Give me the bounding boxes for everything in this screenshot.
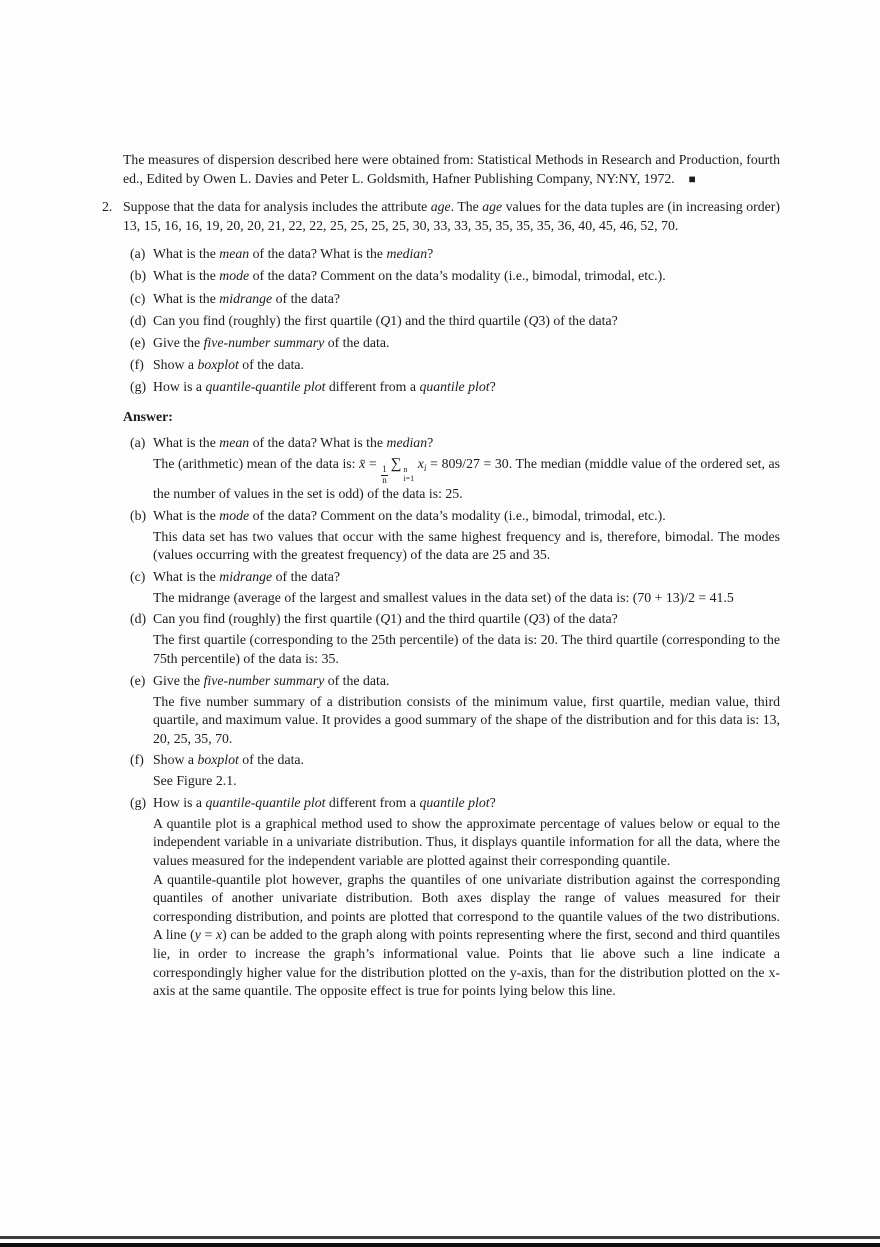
answer-label: (b) (130, 507, 147, 523)
question-item-e (130, 334, 780, 353)
answer-item-a (130, 434, 780, 504)
answer-label: (e) (130, 672, 146, 688)
answer-item-d (130, 610, 780, 668)
answer-paragraph: The first quartile (corresponding to the 25th percentile) of the data is: 20. The third quartile (corresponding to the 75th percentile) of the data is: 35. (153, 632, 780, 666)
question-item-b (130, 267, 780, 286)
problem-number: 2. (102, 199, 113, 215)
answer-question: Can you find (roughly) the first quartile (Q1) and the third quartile (Q3) of the data? (153, 611, 618, 627)
answer-paragraph: The (arithmetic) mean of the data is: x̄ = $\frac{1}{n}$ ∑ n i=1 $x_i = 809/27 = 30$. The median (middle value of the ordered set, as the number of values in the set is odd) of the data is: 25. (153, 456, 781, 502)
answer-question: What is the mode of the data? Comment on the data’s modality (i.e., bimodal, trimodal, etc.). (153, 507, 666, 523)
scan-edge-line (0, 1243, 880, 1247)
problem-item (102, 198, 781, 1001)
answer-question: How is a quantile-quantile plot different from a quantile plot? (153, 794, 496, 810)
answer-paragraph: The five number summary of a distribution consists of the minimum value, first quartile, median value, third quartile, and maximum value. It provides a good summary of the shape of the distribution and for this data is: 13, 20, 25, 35, 70. (153, 693, 780, 746)
question-text: Give the five-number summary of the data. (153, 334, 390, 350)
answer-question: What is the midrange of the data? (153, 568, 340, 584)
answer-heading: Answer: (123, 408, 173, 424)
question-item-f (130, 356, 780, 375)
answer-item-f (130, 751, 780, 791)
question-label: (d) (130, 312, 147, 328)
question-item-c (130, 290, 780, 309)
answer-label: (a) (130, 435, 146, 451)
answer-label: (d) (130, 611, 147, 627)
answer-paragraph: The midrange (average of the largest and smallest values in the data set) of the data is: (70 + 13)/2 = 41.5 (153, 589, 734, 605)
intro-paragraph: The measures of dispersion described here were obtained from: Statistical Methods in Research and Production, fourth ed., Edited by Owen L. Davies and Peter L. Goldsmith, Hafner Publishing Company, NY:NY, 1972. ■ (123, 152, 780, 186)
answer-question: Give the five-number summary of the data. (153, 672, 390, 688)
question-label: (f) (130, 356, 144, 372)
problem-statement: Suppose that the data for analysis includes the attribute age. The age values for the data tuples are (in increasing order) 13, 15, 16, 16, 19, 20, 20, 21, 22, 22, 25, 25, 25, 25, 30, 33, 33, 35, 35, 35, 35, 36, 40, 45, 46, 52, 70. (123, 199, 780, 233)
scan-edge-line (0, 1236, 880, 1239)
question-label: (c) (130, 290, 146, 306)
answer-paragraph: A quantile plot is a graphical method used to show the approximate percentage of values below or equal to the independent variable in a univariate distribution. Thus, it displays quantile information for all the data, where the values measured for the independent variable are plotted against their corresponding quantile. (153, 815, 780, 869)
question-label: (e) (130, 334, 146, 350)
page-content (102, 151, 781, 1004)
answer-item-e (130, 672, 780, 749)
question-label: (b) (130, 268, 147, 284)
answer-label: (c) (130, 568, 146, 584)
question-item-d (130, 312, 780, 331)
answer-paragraph: See Figure 2.1. (153, 773, 237, 789)
question-text: Can you find (roughly) the first quartile (Q1) and the third quartile (Q3) of the data? (153, 312, 618, 328)
question-item-g (130, 378, 780, 397)
question-item-a (130, 245, 780, 264)
question-label: (a) (130, 246, 146, 262)
answer-label: (f) (130, 752, 144, 768)
answer-paragraph: A quantile-quantile plot however, graphs the quantiles of one univariate distribution against the corresponding quantiles of another univariate distribution. Both axes display the range of values measured for their corresponding distribution, and points are plotted that correspond to the quantile values of the two distributions. A line (y = x) can be added to the graph along with points representing where the first, second and third quantiles lie, in order to increase the graph’s informational value. Points that lie above such a line indicate a correspondingly higher value for the distribution plotted on the y-axis, than for the distribution plotted on the x-axis at the same quantile. The opposite effect is true for points lying below this line. (153, 871, 781, 999)
question-text: What is the midrange of the data? (153, 290, 340, 306)
answer-item-c (130, 568, 780, 608)
question-text: Show a boxplot of the data. (153, 356, 304, 372)
answer-question: Show a boxplot of the data. (153, 752, 304, 768)
question-text: How is a quantile-quantile plot different from a quantile plot? (153, 378, 496, 394)
question-text: What is the mean of the data? What is the median? (153, 246, 434, 262)
answer-list (123, 434, 780, 1001)
answer-item-b (130, 507, 780, 565)
question-list (123, 245, 780, 396)
answer-item-g (130, 794, 780, 1001)
question-text: What is the mode of the data? Comment on the data’s modality (i.e., bimodal, trimodal, etc.). (153, 268, 666, 284)
answer-label: (g) (130, 794, 147, 810)
question-label: (g) (130, 378, 147, 394)
answer-question: What is the mean of the data? What is the median? (153, 435, 434, 451)
answer-paragraph: This data set has two values that occur with the same highest frequency and is, therefore, bimodal. The modes (values occurring with the greatest frequency) of the data are 25 and 35. (153, 528, 780, 563)
